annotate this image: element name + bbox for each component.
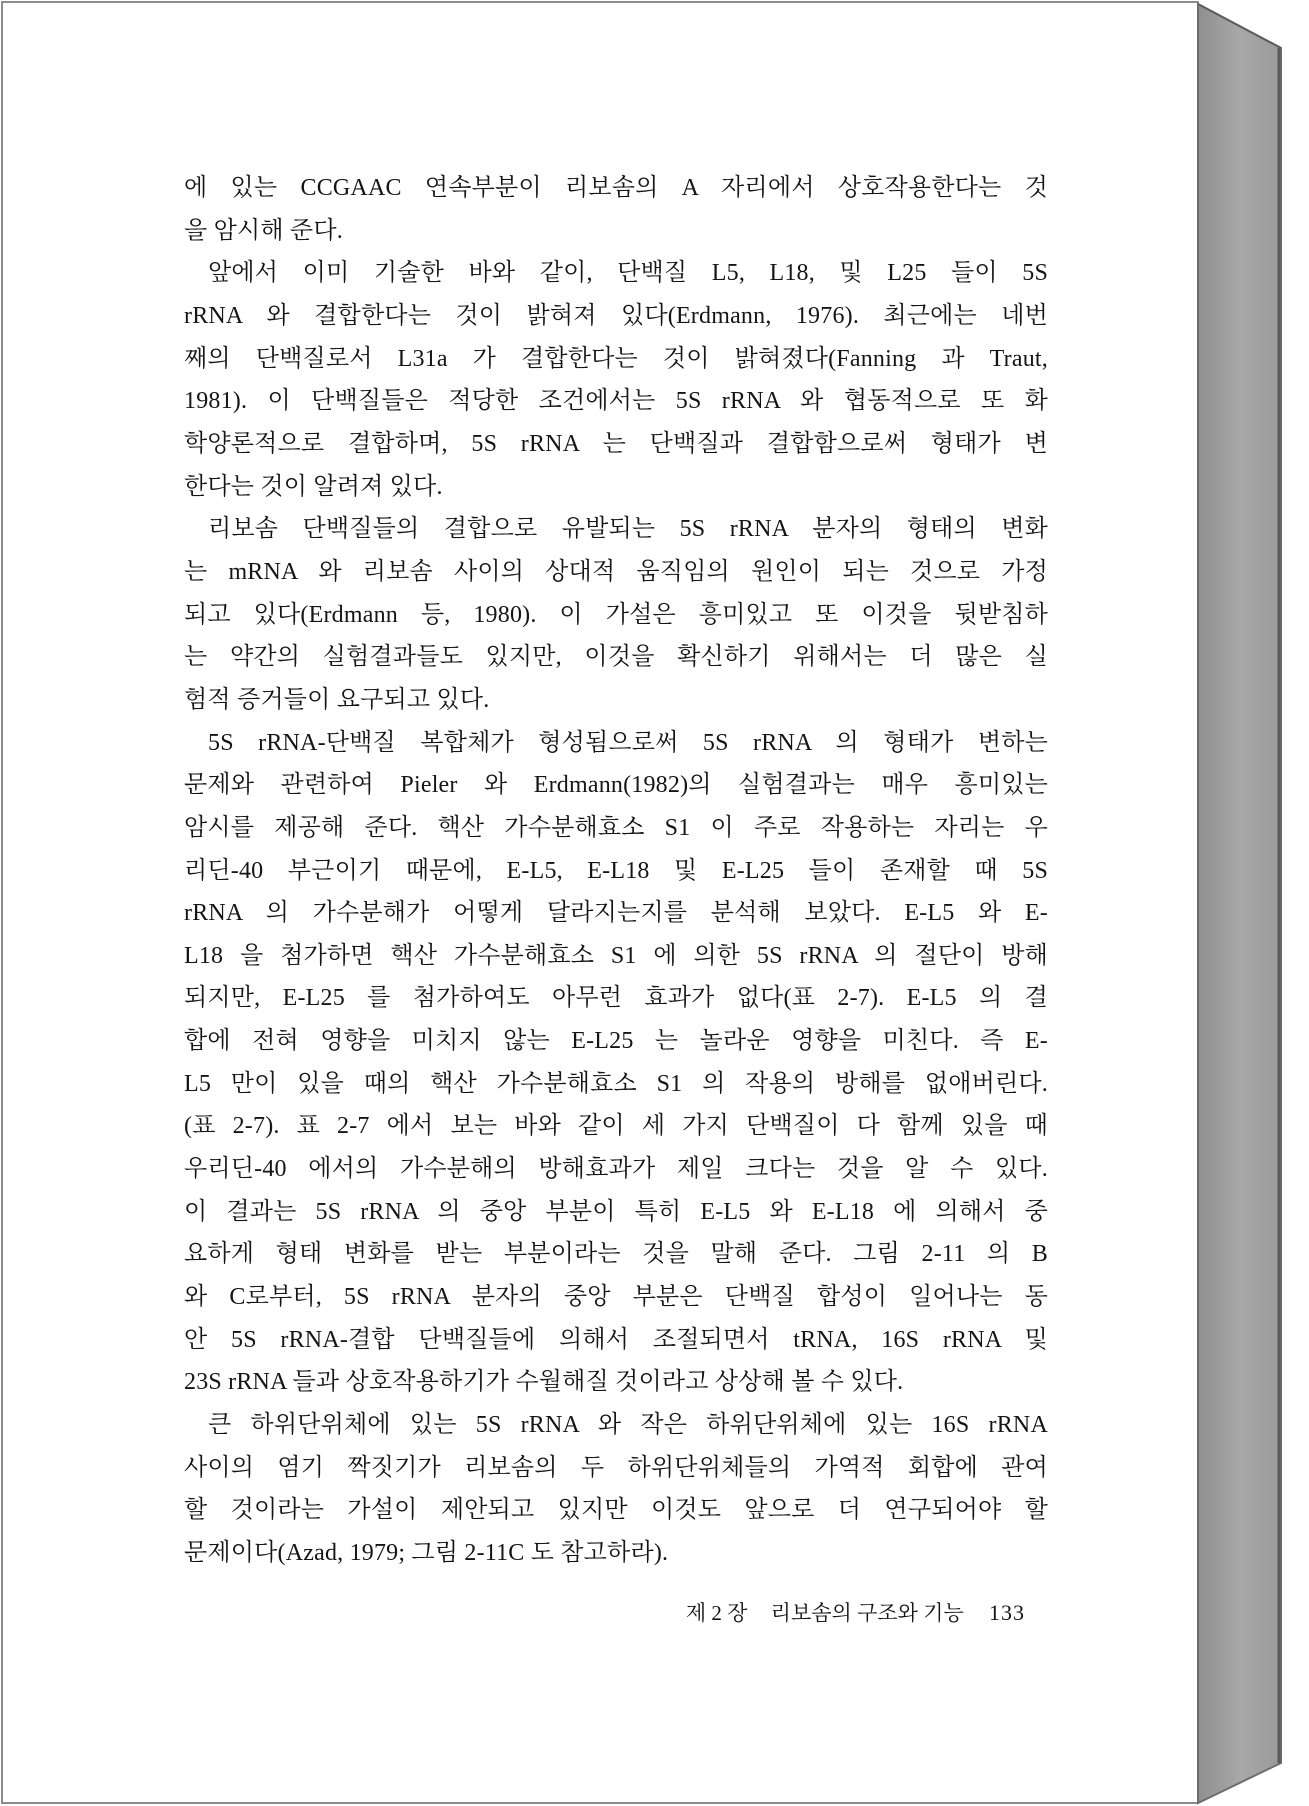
text-line: 와 C로부터, 5S rRNA 분자의 중앙 부분은 단백질 합성이 일어나는 동 <box>184 1284 1048 1311</box>
text-line: (표 2-7). 표 2-7 에서 보는 바와 같이 세 가지 단백질이 다 함께 있을 때 <box>184 1113 1048 1140</box>
text-line: 암시를 제공해 준다. 핵산 가수분해효소 S1 이 주로 작용하는 자리는 우 <box>184 814 1048 841</box>
text-line: 학양론적으로 결합하며, 5S rRNA 는 단백질과 결합함으로써 형태가 변 <box>184 430 1048 457</box>
text-line: 째의 단백질로서 L31a 가 결합한다는 것이 밝혀졌다(Fanning 과 Traut, <box>184 345 1048 372</box>
text-line: rRNA 와 결합한다는 것이 밝혀져 있다(Erdmann, 1976). 최근에는 네번 <box>184 302 1048 329</box>
book-edge <box>1198 4 1281 1803</box>
text-line: 문제와 관련하여 Pieler 와 Erdmann(1982)의 실험결과는 매우 흥미있는 <box>184 772 1048 799</box>
text-line: 는 mRNA 와 리보솜 사이의 상대적 움직임의 원인이 되는 것으로 가정 <box>184 558 1048 585</box>
text-line: 앞에서 이미 기술한 바와 같이, 단백질 L5, L18, 및 L25 들이 5S <box>208 260 1048 287</box>
text-line: 1981). 이 단백질들은 적당한 조건에서는 5S rRNA 와 협동적으로 또 화 <box>184 388 1048 415</box>
text-line: 되지만, E-L25 를 첨가하여도 아무런 효과가 없다(표 2-7). E-L5 의 결 <box>184 985 1048 1012</box>
text-line: L18 을 첨가하면 핵산 가수분해효소 S1 에 의한 5S rRNA 의 절단이 방해 <box>184 942 1048 969</box>
text-line: 안 5S rRNA-결합 단백질들에 의해서 조절되면서 tRNA, 16S rRNA 및 <box>184 1326 1048 1353</box>
paragraph <box>184 508 1048 721</box>
paragraph <box>184 722 1048 1405</box>
chapter-title: 리보솜의 구조와 기능 <box>770 1601 964 1625</box>
page-number: 133 <box>989 1600 1025 1625</box>
text-line: L5 만이 있을 때의 핵산 가수분해효소 S1 의 작용의 방해를 없애버린다. <box>184 1070 1048 1097</box>
text-line: 합에 전혀 영향을 미치지 않는 E-L25 는 놀라운 영향을 미친다. 즉 E- <box>184 1028 1048 1055</box>
text-line: rRNA 의 가수분해가 어떻게 달라지는지를 분석해 보았다. E-L5 와 E- <box>184 900 1048 927</box>
text-line: 는 약간의 실험결과들도 있지만, 이것을 확신하기 위해서는 더 많은 실 <box>184 644 1048 671</box>
text-line: 험적 증거들이 요구되고 있다. <box>184 686 490 713</box>
paragraph <box>184 167 1048 252</box>
paragraph <box>184 1404 1048 1575</box>
paragraph <box>184 252 1048 508</box>
text-line: 요하게 형태 변화를 받는 부분이라는 것을 말해 준다. 그림 2-11 의 B <box>184 1241 1048 1268</box>
body-text <box>184 167 1048 1575</box>
text-line: 리딘-40 부근이기 때문에, E-L5, E-L18 및 E-L25 들이 존재할 때 5S <box>184 857 1048 884</box>
text-line: 되고 있다(Erdmann 등, 1980). 이 가설은 흥미있고 또 이것을 뒷받침하 <box>184 601 1048 628</box>
text-line: 을 암시해 준다. <box>184 217 343 244</box>
text-line: 사이의 염기 짝짓기가 리보솜의 두 하위단위체들의 가역적 회합에 관여 <box>184 1454 1048 1481</box>
text-line: 에 있는 CCGAAC 연속부분이 리보솜의 A 자리에서 상호작용한다는 것 <box>184 175 1048 201</box>
text-line: 우리딘-40 에서의 가수분해의 방해효과가 제일 크다는 것을 알 수 있다. <box>184 1156 1048 1183</box>
text-line: 한다는 것이 알려져 있다. <box>184 473 443 500</box>
chapter-label: 제 2 장 <box>685 1601 748 1625</box>
text-line: 이 결과는 5S rRNA 의 중앙 부분이 특히 E-L5 와 E-L18 에 의해서 중 <box>184 1198 1048 1225</box>
text-line: 리보솜 단백질들의 결합으로 유발되는 5S rRNA 분자의 형태의 변화 <box>208 516 1048 543</box>
text-line: 23S rRNA 들과 상호작용하기가 수월해질 것이라고 상상해 볼 수 있다. <box>184 1369 904 1396</box>
running-footer <box>686 1595 1025 1631</box>
text-line: 큰 하위단위체에 있는 5S rRNA 와 작은 하위단위체에 있는 16S rRNA <box>208 1412 1048 1439</box>
text-line: 할 것이라는 가설이 제안되고 있지만 이것도 앞으로 더 연구되어야 할 <box>184 1497 1048 1524</box>
text-line: 5S rRNA-단백질 복합체가 형성됨으로써 5S rRNA 의 형태가 변하는 <box>208 729 1048 756</box>
text-line: 문제이다(Azad, 1979; 그림 2-11C 도 참고하라). <box>184 1540 669 1566</box>
